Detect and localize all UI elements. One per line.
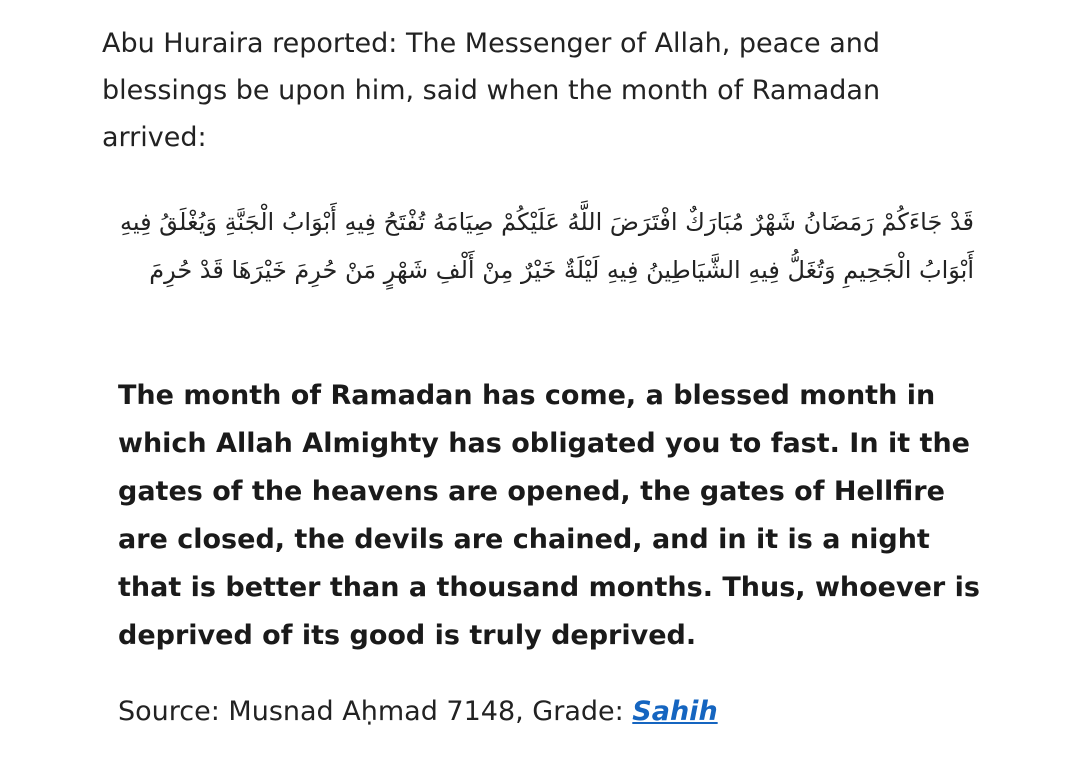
source-line <box>118 690 978 734</box>
grade-link[interactable]: Sahih <box>632 696 718 727</box>
arabic-text: قَدْ جَاءَكُمْ رَمَضَانُ شَهْرٌ مُبَارَكٌ افْتَرَضَ اللَّهُ عَلَيْكُمْ صِيَامَهُ تُفْتَحُ فِيهِ أَبْوَابُ الْجَنَّةِ وَيُغْلَقُ فِيهِ أَبْوَابُ الْجَحِيمِ وَتُغَلُّ فِيهِ الشَّيَاطِينُ فِيهِ لَيْلَةٌ خَيْرٌ مِنْ أَلْفِ شَهْرٍ مَنْ حُرِمَ خَيْرَهَا قَدْ حُرِمَ <box>119 208 974 284</box>
source-label: Source: Musnad Aḥmad 7148, Grade: <box>118 696 633 727</box>
hadith-translation: The month of Ramadan has come, a blessed month in which Allah Almighty has obligated you to fast. In it the gates of the heavens are opened, the gates of Hellfire are closed, the devils are chained, and in it is a night that is better than a thousand months. Thus, whoever is deprived of its good is truly deprived. <box>118 380 980 651</box>
hadith-intro: Abu Huraira reported: The Messenger of Allah, peace and blessings be upon him, said when the month of Ramadan arrived: <box>102 28 881 153</box>
